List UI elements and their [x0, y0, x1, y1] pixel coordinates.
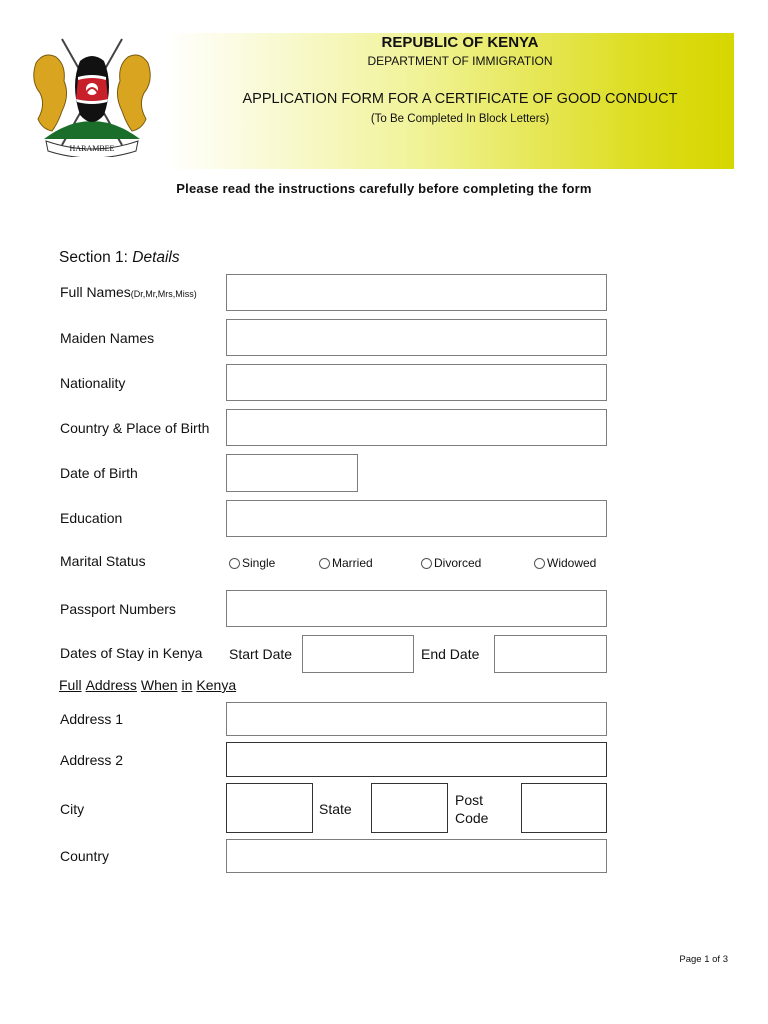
birth-place-label: Country & Place of Birth	[60, 420, 210, 436]
form-subtitle: (To Be Completed In Block Letters)	[370, 113, 550, 125]
motto-text: HARAMBEE	[69, 144, 115, 153]
address-heading-word: Kenya	[196, 677, 237, 693]
marital-option-divorced[interactable]	[421, 556, 481, 570]
education-input[interactable]	[226, 500, 607, 537]
birth-place-input[interactable]	[226, 409, 607, 446]
department-heading: DEPARTMENT OF IMMIGRATION	[367, 54, 553, 68]
country-label: Country	[60, 848, 110, 864]
maiden-names-input[interactable]	[226, 319, 607, 356]
full-names-label-text: Full Names	[60, 284, 131, 300]
education-label: Education	[60, 510, 123, 526]
post-code-label-line: Code	[455, 810, 489, 826]
city-input[interactable]	[226, 783, 313, 833]
address2-label: Address 2	[60, 752, 124, 768]
state-input[interactable]	[371, 783, 448, 833]
section-prefix: Section 1:	[59, 249, 133, 266]
marital-option-label: Single	[242, 556, 276, 570]
radio-circle-icon	[229, 558, 240, 569]
section-title: Details	[132, 249, 180, 266]
address1-input[interactable]	[226, 702, 607, 736]
address-heading	[59, 677, 240, 693]
form-title: APPLICATION FORM FOR A CERTIFICATE OF GOOD CONDUCT	[242, 91, 678, 107]
country-input[interactable]	[226, 839, 607, 873]
republic-heading: REPUBLIC OF KENYA	[381, 34, 539, 51]
post-code-input[interactable]	[521, 783, 607, 833]
radio-circle-icon	[421, 558, 432, 569]
section-heading	[59, 249, 180, 267]
radio-circle-icon	[534, 558, 545, 569]
passport-label: Passport Numbers	[60, 601, 176, 617]
marital-option-married[interactable]	[319, 556, 373, 570]
address2-input[interactable]	[226, 742, 607, 777]
start-date-input[interactable]	[302, 635, 414, 673]
passport-input[interactable]	[226, 590, 607, 627]
address-heading-word: Full	[59, 677, 82, 693]
dob-input[interactable]	[226, 454, 358, 492]
dob-label: Date of Birth	[60, 465, 138, 481]
full-names-hint: (Dr,Mr,Mrs,Miss)	[130, 289, 197, 299]
page-number: Page 1 of 3	[679, 954, 728, 965]
marital-option-widowed[interactable]	[534, 556, 596, 570]
post-code-label	[455, 791, 488, 827]
coat-of-arms-emblem	[22, 33, 162, 157]
maiden-names-label: Maiden Names	[60, 330, 155, 346]
nationality-label: Nationality	[60, 375, 126, 391]
address-heading-word: in	[181, 677, 193, 693]
address-heading-word: Address	[85, 677, 137, 693]
state-label: State	[319, 801, 352, 817]
end-date-input[interactable]	[494, 635, 607, 673]
address1-label: Address 1	[60, 711, 124, 727]
marital-option-single[interactable]	[229, 556, 275, 570]
full-names-label	[60, 284, 197, 300]
radio-circle-icon	[319, 558, 330, 569]
marital-option-label: Widowed	[547, 556, 597, 570]
full-names-input[interactable]	[226, 274, 607, 311]
marital-option-label: Married	[332, 556, 373, 570]
instructions-text: Please read the instructions carefully before completing the form	[176, 181, 592, 196]
marital-status-label: Marital Status	[60, 553, 146, 569]
stay-dates-label: Dates of Stay in Kenya	[60, 645, 203, 661]
city-label: City	[60, 801, 85, 817]
post-code-label-line: Post	[455, 792, 484, 808]
nationality-input[interactable]	[226, 364, 607, 401]
address-heading-word: When	[140, 677, 178, 693]
start-date-label: Start Date	[229, 646, 293, 662]
end-date-label: End Date	[421, 646, 480, 662]
marital-option-label: Divorced	[434, 556, 482, 570]
